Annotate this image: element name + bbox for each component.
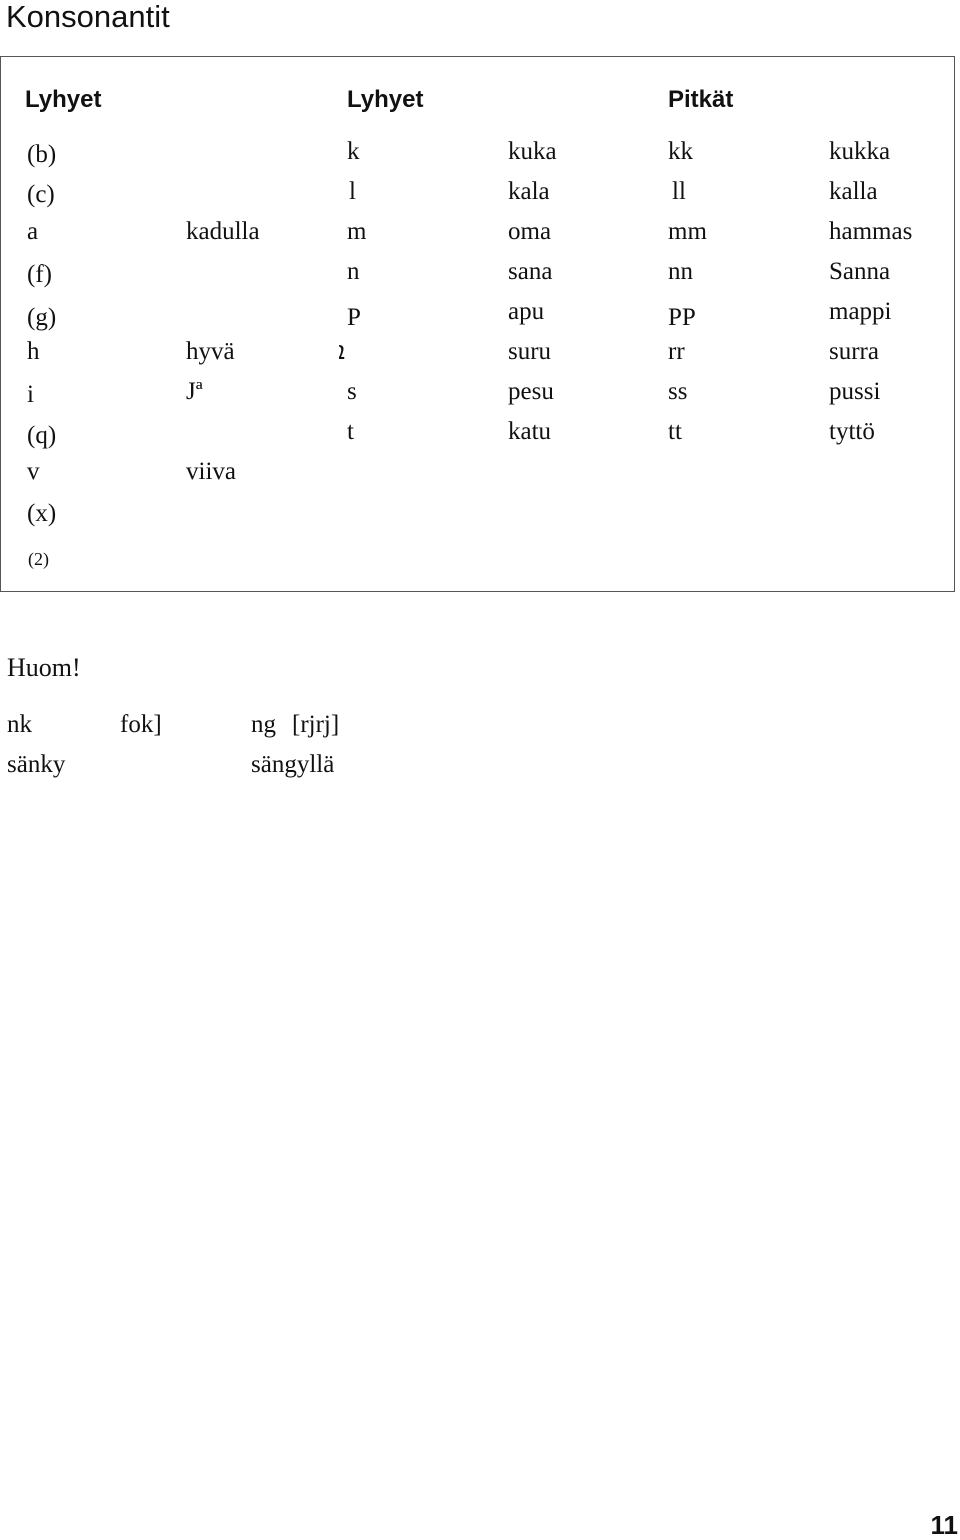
- table-cell-short-example: sana: [508, 258, 553, 285]
- table-cell-short-example: suru: [508, 338, 552, 365]
- table-cell-long-example: surra: [829, 338, 879, 365]
- table-cell-short-example: pesu: [508, 378, 554, 405]
- table-cell-letter-example: Jª: [186, 378, 203, 405]
- table-cell-long-example: Sanna: [829, 258, 891, 285]
- table-cell-short-example: kala: [508, 178, 550, 205]
- note-title: Huom!: [7, 653, 81, 682]
- table-cell-short-consonant: ܐ: [338, 338, 346, 365]
- table-cell-letter: (b): [27, 141, 57, 168]
- table-cell-long-example: mappi: [829, 298, 892, 325]
- note-cell: fok]: [120, 711, 162, 738]
- table-cell-letter: a: [27, 218, 39, 245]
- table-cell-long-consonant: mm: [668, 218, 707, 245]
- table-cell-long-example: tyttö: [829, 418, 875, 445]
- table-cell-long-example: kukka: [829, 138, 891, 165]
- page-title: Konsonantit: [6, 0, 170, 34]
- table-cell-short-consonant: l: [349, 178, 356, 205]
- table-cell-long-consonant: kk: [668, 138, 693, 165]
- table-cell-short-example: katu: [508, 418, 552, 445]
- note-cell: sänky: [7, 751, 66, 778]
- table-cell-letter: (c): [27, 181, 55, 208]
- page-number: 11: [930, 1510, 958, 1540]
- table-cell-short-consonant: t: [347, 418, 354, 445]
- table-cell-letter: v: [27, 458, 40, 485]
- note-cell: [rjrj]: [292, 711, 340, 738]
- table-cell-short-consonant: P: [347, 304, 361, 331]
- table-cell-long-consonant: rr: [668, 338, 685, 365]
- table-cell-long-example: kalla: [829, 178, 878, 205]
- note-cell: sängyllä: [251, 751, 335, 778]
- table-cell-long-consonant: ll: [672, 178, 686, 205]
- table-cell-short-example: kuka: [508, 138, 557, 165]
- table-cell-short-example: oma: [508, 218, 552, 245]
- table-cell-letter: i: [27, 381, 34, 408]
- note-cell: ng: [251, 711, 276, 738]
- table-cell-long-consonant: ss: [668, 378, 688, 405]
- column-header-short-consonants: Lyhyet: [347, 86, 424, 113]
- table-cell-letter-example: kadulla: [186, 218, 260, 245]
- table-cell-long-consonant: nn: [668, 258, 693, 285]
- table-cell-short-consonant: s: [347, 378, 357, 405]
- table-cell-long-consonant: PP: [668, 304, 696, 331]
- table-cell-short-consonant: m: [347, 218, 367, 245]
- table-cell-letter: (q): [27, 422, 57, 449]
- table-cell-letter: (2): [28, 549, 49, 569]
- column-header-short-letters: Lyhyet: [25, 86, 102, 113]
- table-cell-long-example: pussi: [829, 378, 881, 405]
- note-cell: nk: [7, 711, 32, 738]
- table-cell-letter: (f): [27, 261, 52, 288]
- table-cell-short-consonant: k: [347, 138, 360, 165]
- consonant-table: [0, 56, 955, 592]
- table-cell-letter: h: [27, 338, 40, 365]
- table-cell-letter-example: hyvä: [186, 338, 235, 365]
- table-cell-short-consonant: n: [347, 258, 360, 285]
- table-cell-short-example: apu: [508, 298, 545, 325]
- table-cell-letter: (g): [27, 304, 57, 331]
- table-cell-long-example: hammas: [829, 218, 913, 245]
- table-cell-long-consonant: tt: [668, 418, 682, 445]
- table-cell-letter-example: viiva: [186, 458, 236, 485]
- table-cell-letter: (x): [27, 500, 57, 527]
- column-header-long-consonants: Pitkät: [668, 86, 734, 113]
